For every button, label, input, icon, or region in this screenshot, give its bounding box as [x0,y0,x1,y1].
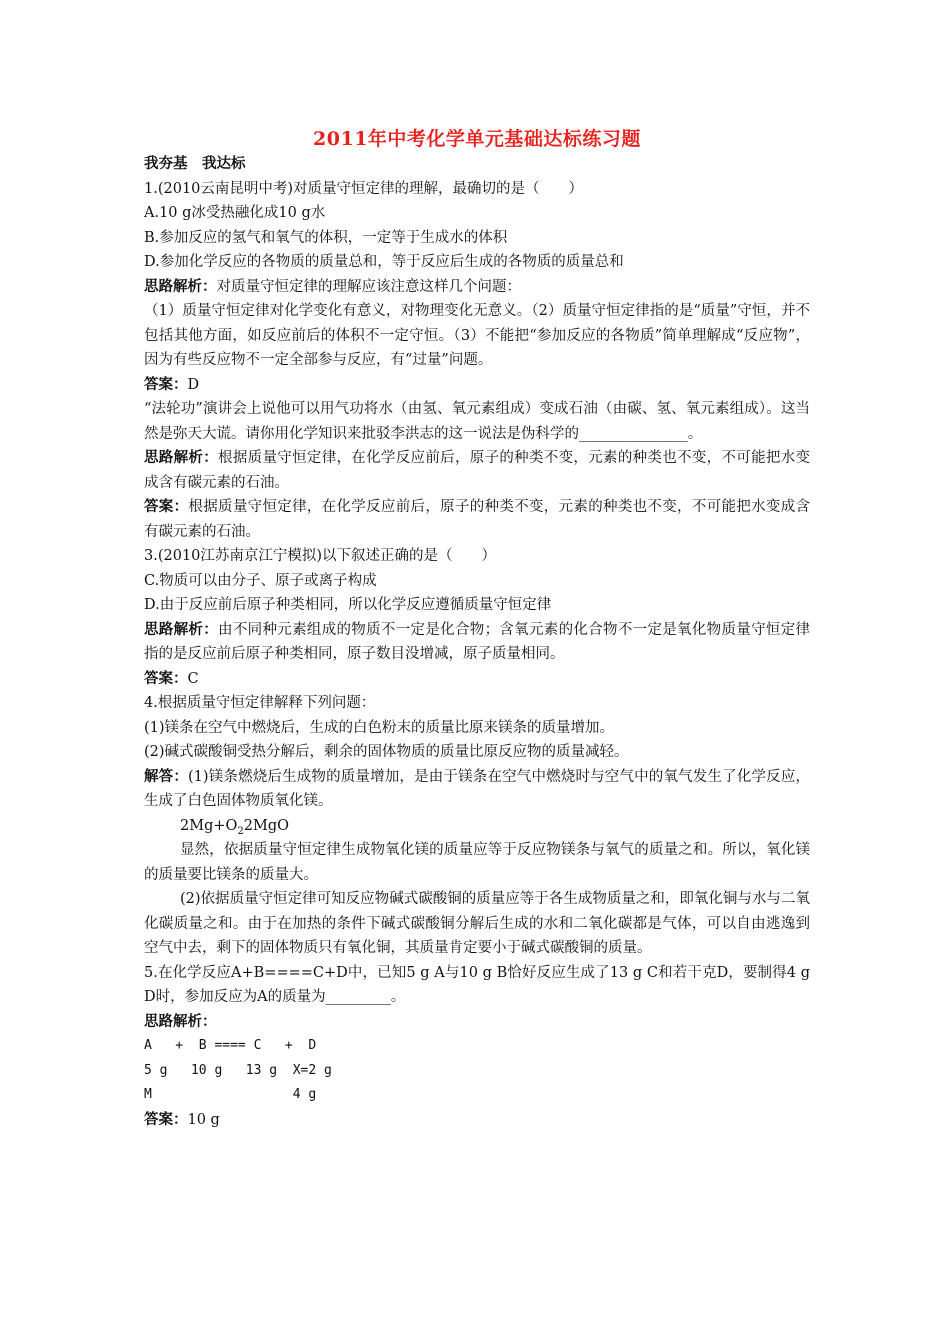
q4-item-2: (2)碱式碳酸铜受热分解后，剩余的固体物质的质量比原反应物的质量减轻。 [144,744,629,760]
document-body [144,152,810,1132]
q2-analysis-text: 根据质量守恒定律，在化学反应前后，原子的种类不变，元素的种类也不变，不可能把水变成含有碳元素的石油。 [144,450,811,491]
q3-answer [144,667,810,692]
q1-answer-value: D [187,376,200,393]
q5-calc-row-1: A + B ==== C + D [144,1038,317,1053]
q1-analysis-body: （1）质量守恒定律对化学变化有意义，对物理变化无意义。（2）质量守恒定律指的是“质量”守恒，并不包括其他方面，如反应前后的体积不一定守恒。（3）不能把“参加反应的各物质”简单理解成“反应物”，因为有些反应物不一定全部参与反应，有“过量”问题。 [144,303,810,368]
answer-label: 答案： [144,375,188,393]
q2-analysis [144,446,810,495]
q3-analysis-text: 由不同种元素组成的物质不一定是化合物；含氧元素的化合物不一定是氧化物质量守恒定律指的是反应前后原子种类相同，原子数目没增减，原子质量相同。 [144,621,811,662]
q4-answer-1-text: (1)镁条燃烧后生成物的质量增加，是由于镁条在空气中燃烧时与空气中的氧气发生了化学反应，生成了白色固体物质氧化镁。 [144,768,810,809]
q2-answer [144,495,810,544]
answer-label: 答案： [144,498,189,515]
q4-answer-1 [144,765,810,814]
q1-option-d: D.参加化学反应的各物质的质量总和，等于反应后生成的各物质的质量总和 [144,254,624,270]
q1-analysis-intro: 对质量守恒定律的理解应该注意这样几个问题： [216,278,521,295]
q1-answer [144,373,810,398]
analysis-label: 思路解析： [144,620,219,638]
q3-answer-value: C [187,670,199,687]
answer-label: 答案： [144,1110,188,1128]
answer-label: 答案： [144,669,188,687]
page-title: 2011年中考化学单元基础达标练习题 [313,128,641,150]
q1-option-a: A.10 g冰受热融化成10 g水 [144,205,326,221]
q3-analysis [144,618,810,667]
q4-equation: $2Mg+O_22MgO$ [180,817,290,837]
q2-stem: “法轮功”演讲会上说他可以用气功将水（由氢、氧元素组成）变成石油（由碳、氢、氧元素组成）。这当然是弥天大谎。请你用化学知识来批驳李洪志的这一说法是伪科学的_______________。 [144,401,810,442]
q5-analysis-label: 思路解析： [144,1012,217,1030]
q4-stem: 4.根据质量守恒定律解释下列问题： [144,695,376,711]
q3-option-c: C.物质可以由分子、原子或离子构成 [144,572,377,589]
q5-calc-row-3: M 4 g [144,1087,317,1102]
q5-answer-value: 10 g [187,1111,220,1128]
q4-item-1: (1)镁条在空气中燃烧后，生成的白色粉末的质量比原来镁条的质量增加。 [144,719,615,736]
q5-stem: 5.在化学反应A+B====C+D中，已知5 g A与10 g B恰好反应生成了13 g C和若干克D，要制得4 g D时，参加反应为A的质量为_________。 [144,964,810,1005]
q1-analysis [144,275,810,300]
q4-answer-2: (2)依据质量守恒定律可知反应物碱式碳酸铜的质量应等于各生成物质量之和，即氧化铜与水与二氧化碳质量之和。由于在加热的条件下碱式碳酸铜分解后生成的水和二氧化碳都是气体，可以自由逃逸到空气中去，剩下的固体物质只有氧化铜，其质量肯定要小于碱式碳酸铜的质量。 [144,891,810,956]
q2-answer-text: 根据质量守恒定律，在化学反应前后，原子的种类不变，元素的种类也不变，不可能把水变成含有碳元素的石油。 [144,499,810,540]
q4-answer-1b: 显然，依据质量守恒定律生成物氧化镁的质量应等于反应物镁条与氧气的质量之和。所以，氧化镁的质量要比镁条的质量大。 [144,842,810,883]
section-heading: 我夯基 我达标 [144,155,246,172]
q1-stem: 1.(2010云南昆明中考)对质量守恒定律的理解，最确切的是（ ） [144,180,584,197]
analysis-label: 思路解析： [144,277,217,295]
q1-option-b: B.参加反应的氢气和氧气的体积，一定等于生成水的体积 [144,229,508,246]
answer-label: 解答： [144,767,189,785]
q5-calc-row-2: 5 g 10 g 13 g X=2 g [144,1062,332,1078]
q3-stem: 3.(2010江苏南京江宁模拟)以下叙述正确的是（ ） [144,548,497,564]
q5-answer [144,1108,810,1133]
analysis-label: 思路解析： [144,449,219,466]
q3-option-d: D.由于反应前后原子种类相同，所以化学反应遵循质量守恒定律 [144,597,552,613]
